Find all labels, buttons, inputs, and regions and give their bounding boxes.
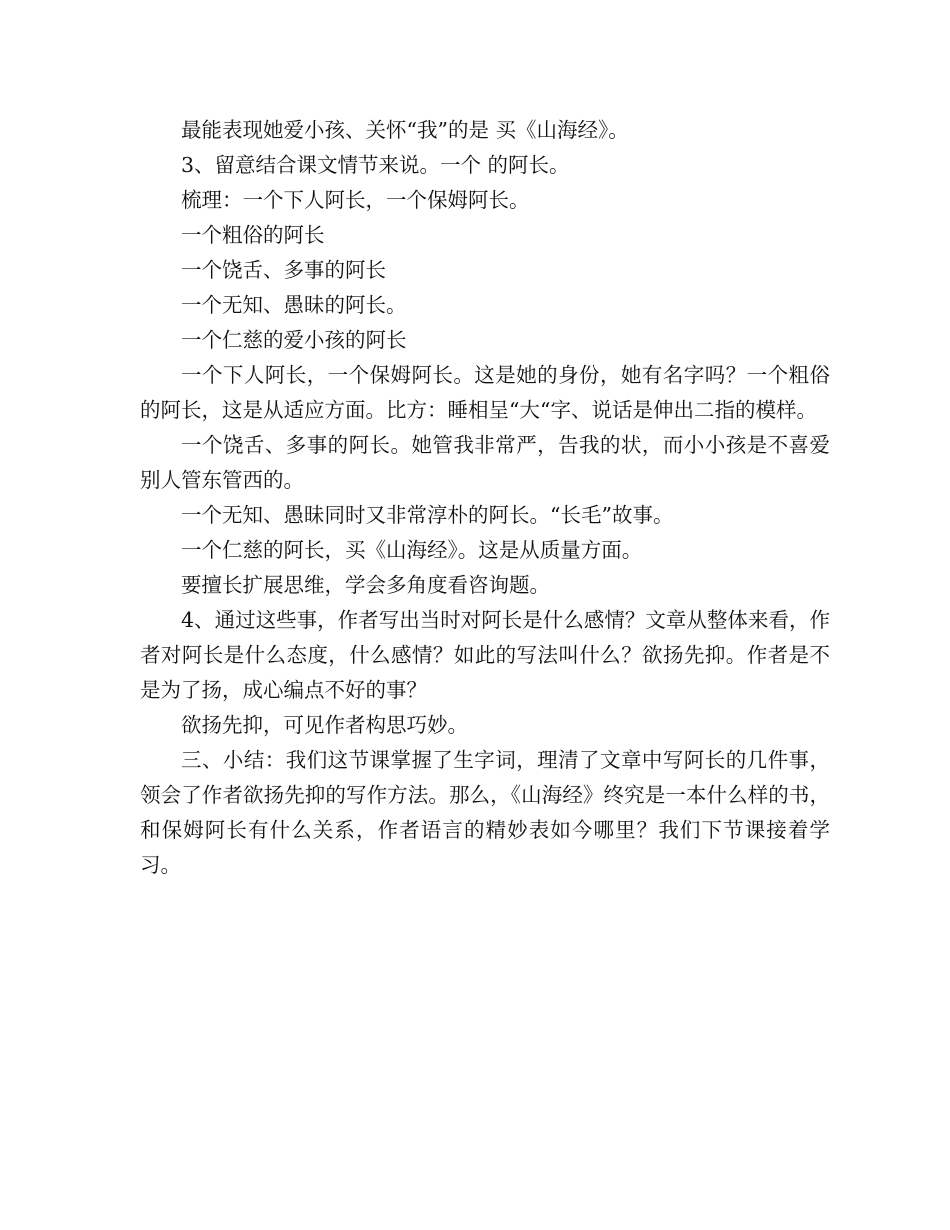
paragraph: 4、通过这些事，作者写出当时对阿长是什么感情？文章从整体来看，作者对阿长是什么态度，什么感情？如此的写法叫什么？欲扬先抑。作者是不是为了扬，成心编点不好的事？ [140,608,830,702]
paragraph: 最能表现她爱小孩、关怀“我”的是 买《山海经》。 [181,118,629,142]
paragraph: 一个无知、愚昧同时又非常淳朴的阿长。“长毛”故事。 [181,503,674,527]
paragraph: 一个仁慈的阿长，买《山海经》。这是从质量方面。 [181,538,643,562]
paragraph: 梳理：一个下人阿长，一个保姆阿长。 [181,188,530,212]
paragraph: 一个下人阿长，一个保姆阿长。这是她的身份，她有名字吗？一个粗俗的阿长，这是从适应方面。比方：睡相呈“大“字、说话是伸出二指的模样。 [140,363,830,422]
paragraph: 一个仁慈的爱小孩的阿长 [181,328,407,352]
paragraph: 一个饶舌、多事的阿长 [181,258,386,282]
paragraph: 欲扬先抑，可见作者构思巧妙。 [181,713,468,737]
paragraph: 一个饶舌、多事的阿长。她管我非常严，告我的状，而小小孩是不喜爱别人管东管西的。 [140,433,830,492]
paragraph: 要擅长扩展思维，学会多角度看咨询题。 [181,573,550,597]
paragraph: 一个无知、愚昧的阿长。 [181,293,407,317]
document-body [140,113,830,883]
paragraph: 三、小结：我们这节课掌握了生字词，理清了文章中写阿长的几件事，领会了作者欲扬先抑的写作方法。那么，《山海经》终究是一本什么样的书，和保姆阿长有什么关系，作者语言的精妙表如今哪里？我们下节课接着学习。 [140,748,830,877]
paragraph: 3、留意结合课文情节来说。一个 的阿长。 [181,153,570,177]
paragraph: 一个粗俗的阿长 [181,223,325,247]
